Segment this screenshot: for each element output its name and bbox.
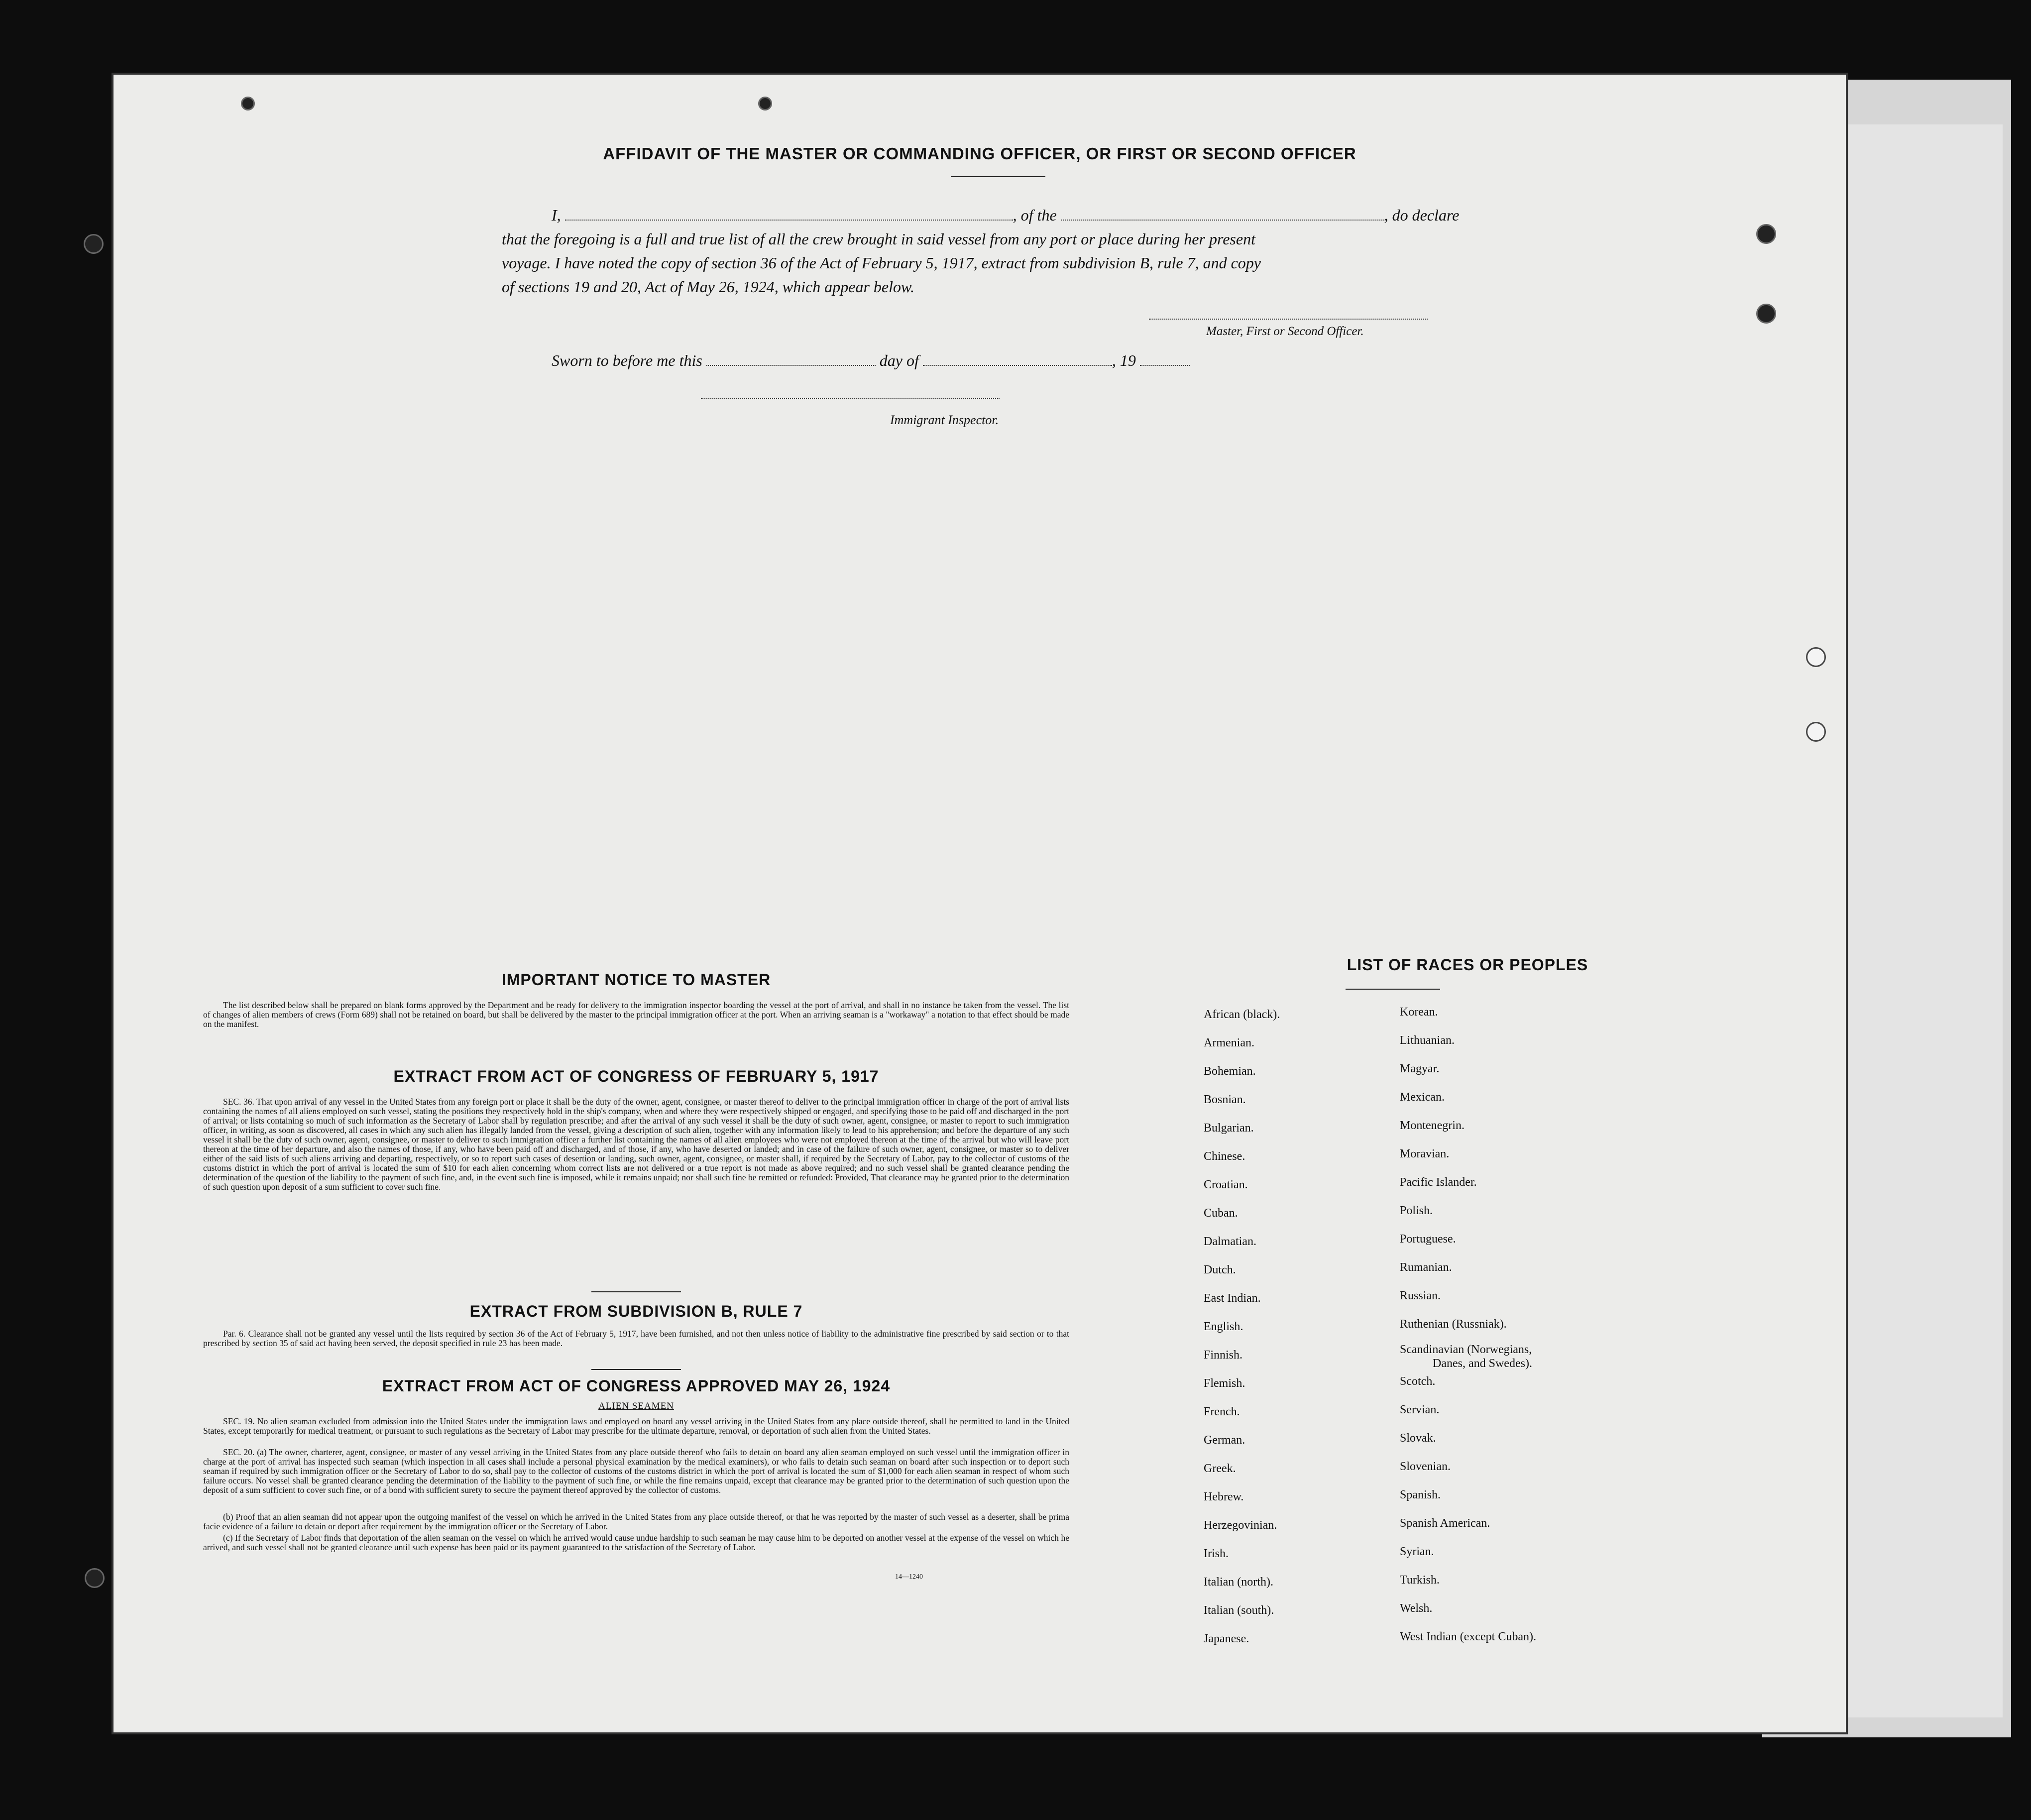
sec20c-text: (c) If the Secretary of Labor finds that deportation of the alien seaman on the vessel on which he arrived would cause undue hardship to such seaman he may cause him to be deported on another vessel at the expense of the vessel on which he arrived, and such vessel shall not be granted clearance until such expense has been paid or its payment guaranteed to the satisfaction of the Secretary of Labor.: [203, 1533, 1069, 1552]
punch-hole: [84, 234, 104, 254]
affidavit-i: I,: [552, 206, 561, 224]
race-col1-item: Greek.: [1204, 1462, 1236, 1475]
race-col1-item: Herzegovinian.: [1204, 1519, 1277, 1532]
affidavit-line1: [552, 203, 1587, 227]
alien-seamen-subtitle: ALIEN SEAMEN: [598, 1401, 674, 1411]
punch-hole: [758, 97, 772, 111]
sworn-text: Sworn to before me this: [552, 351, 702, 369]
race-col2-item: Servian.: [1400, 1403, 1440, 1416]
race-col1-item: Bohemian.: [1204, 1065, 1256, 1078]
sec19-text: SEC. 19. No alien seaman excluded from admission into the United States under the immigration laws and employed on board any vessel arriving in the United States from any place outside thereof, shall be permitted to land in the United States, except temporarily for medical treatment, or pursuant to such regulations as the Secretary of Labor may prescribe for the ultimate departure, removal, or deportation of such alien from the United States.: [203, 1416, 1069, 1436]
section-rule: [591, 1369, 681, 1370]
sec20a-text: SEC. 20. (a) The owner, charterer, agent, consignee, or master of any vessel arriving in the United States from any place outside thereof who fails to detain on board any alien seaman employed on such vessel until the immigration officer in charge at the port of arrival has inspected such seaman (which inspection in all cases shall include a personal physical examination by the medical examiners), or who fails to detain such seaman on board after such inspection or to deport such seaman if required by such immigration officer or the Secretary of Labor to do so, shall pay to the collector of customs of the customs district in which the port of arrival is located the sum of $1,000 for each alien seaman in respect of whom such failure occurs. No vessel shall be granted clearance pending the determination of the liability to the payment of such fine, or while the fine remains unpaid, except that clearance may be granted prior to the determination of such question upon the deposit of a sum sufficient to cover such fine, or of a bond with sufficient surety to secure the payment thereof approved by the collector of customs.: [203, 1447, 1069, 1495]
extract-1924-title: EXTRACT FROM ACT OF CONGRESS APPROVED MAY 26, 1924: [382, 1377, 891, 1395]
race-col1-item: Hebrew.: [1204, 1490, 1244, 1503]
race-col1-item: Japanese.: [1204, 1632, 1249, 1645]
race-col2-item: Turkish.: [1400, 1574, 1440, 1587]
affidavit-line3: voyage. I have noted the copy of section 36 of the Act of February 5, 1917, extract from subdivision B, rule 7, and copy: [502, 254, 1261, 272]
name-blank[interactable]: [565, 217, 1013, 221]
race-col1-item: Armenian.: [1204, 1036, 1254, 1049]
inspector-label: Immigrant Inspector.: [890, 413, 999, 427]
race-col1-item: Croatian.: [1204, 1178, 1248, 1191]
race-col2-item: Scandinavian (Norwegians,: [1400, 1343, 1532, 1356]
race-col1-item: Bosnian.: [1204, 1093, 1246, 1106]
race-col1-item: English.: [1204, 1320, 1243, 1333]
race-col1-item: Dalmatian.: [1204, 1235, 1256, 1248]
extract-1917-body: SEC. 36. That upon arrival of any vessel in the United States from any foreign port or place it shall be the duty of the owner, agent, consignee, or master thereof to deliver to the principal immigration officer in charge of the port of arrival lists containing the names of all aliens employed on such vessel, stating the positions they respectively hold in the ship's company, when and where they were respectively shipped or engaged, and specifying those to be paid off and discharged in the port of arrival; or lists containing so much of such information as the Secretary of Labor shall by regulation prescribe; and after the arrival of any such vessel it shall be the duty of such owner, agent, consignee, or master to report to such immigration officer, in writing, as soon as discovered, all cases in which any such alien has illegally landed from the vessel, giving a description of such alien, together with any information likely to lead to his apprehension; and before the departure of any such vessel it shall be the duty of such owner, agent, consignee, or master to deliver to such immigration officer a further list containing the names of all alien employees who were not employed thereon at the time of the arrival but who will leave port thereon at the time of her departure, and also the names of those, if any, who have been paid off and discharged, and of those, if any, who have deserted or landed; and in case of the failure of such owner, agent, consignee, or master so to deliver either of the said lists of such aliens arriving and departing, respectively, or so to report such cases of desertion or landing, such owner, agent, consignee, or master shall, if required by the Secretary of Labor, pay to the collector of customs of the customs district in which the port of arrival is located the sum of $10 for each alien concerning whom correct lists are not delivered or a true report is not made as above required; and no such vessel shall be granted clearance pending the determination of the question of the liability to the payment of such fine, and, in the event such fine is imposed, while it remains unpaid; nor shall such fine be remitted or refunded: Provided, That clearance may be granted prior to the determination of such question upon deposit of a sum sufficient to cover such fine.: [203, 1097, 1069, 1192]
race-col2-item: Montenegrin.: [1400, 1119, 1465, 1132]
punch-hole: [241, 97, 255, 111]
affidavit-line2: that the foregoing is a full and true list of all the crew brought in said vessel from any port or place during her present: [502, 230, 1255, 248]
race-col2-item: Russian.: [1400, 1289, 1441, 1302]
race-col2-item: Welsh.: [1400, 1602, 1433, 1615]
sec20b-text: (b) Proof that an alien seaman did not appear upon the outgoing manifest of the vessel on which he arrived in the United States from any place outside thereof, or that he was reported by the master of such vessel as a deserter, shall be prima facie evidence of a failure to detain or deport after requirement by the immigration officer or the Secretary of Labor.: [203, 1512, 1069, 1531]
race-col2-item: Rumanian.: [1400, 1261, 1452, 1274]
race-col2-item: Slovak.: [1400, 1432, 1436, 1445]
race-col2-item: Syrian.: [1400, 1545, 1434, 1558]
race-col1-item: East Indian.: [1204, 1292, 1261, 1305]
sworn-year-blank[interactable]: [1140, 362, 1190, 366]
affidavit-title: AFFIDAVIT OF THE MASTER OR COMMANDING OFFICER, OR FIRST OR SECOND OFFICER: [603, 144, 1356, 163]
race-col1-item: Chinese.: [1204, 1150, 1245, 1163]
title-rule: [951, 176, 1045, 177]
form-page: [113, 75, 1846, 1732]
race-col2-item: Magyar.: [1400, 1062, 1440, 1075]
race-col1-item: Dutch.: [1204, 1263, 1236, 1276]
notice-body: The list described below shall be prepared on blank forms approved by the Department and be ready for delivery to the immigration inspector boarding the vessel at the port of arrival, and shall in no instance be taken from the vessel. The list of changes of alien members of crews (Form 689) shall not be retained on board, but shall be delivered by the master to the principal immigration officer at the port. When an arriving seaman is a "workaway" a notation to that effect should be made on the manifest.: [203, 1000, 1069, 1029]
sworn-day-blank[interactable]: [706, 362, 876, 366]
race-col1-item: Finnish.: [1204, 1349, 1243, 1362]
affidavit-line4: of sections 19 and 20, Act of May 26, 1924, which appear below.: [502, 278, 914, 296]
vessel-blank[interactable]: [1061, 217, 1384, 221]
race-col1-item: African (black).: [1204, 1008, 1280, 1021]
race-col1-item: Bulgarian.: [1204, 1122, 1254, 1135]
race-col2-item: Lithuanian.: [1400, 1034, 1455, 1047]
subdivision-title: EXTRACT FROM SUBDIVISION B, RULE 7: [469, 1302, 803, 1320]
race-col2-item: West Indian (except Cuban).: [1400, 1630, 1536, 1643]
form-number: 14—1240: [895, 1573, 923, 1581]
race-col2-item: Polish.: [1400, 1204, 1433, 1217]
races-title: LIST OF RACES OR PEOPLES: [1347, 956, 1588, 974]
section-rule: [591, 1291, 681, 1292]
punch-hole: [85, 1568, 105, 1588]
extract-1917-title: EXTRACT FROM ACT OF CONGRESS OF FEBRUARY 5, 1917: [393, 1067, 879, 1085]
punch-hole: [1756, 224, 1776, 244]
punch-hole: [1806, 722, 1826, 742]
inspector-signature-line[interactable]: [701, 398, 1000, 399]
race-col2-item: Slovenian.: [1400, 1460, 1451, 1473]
race-col1-item: French.: [1204, 1405, 1240, 1418]
affidavit-of-the: , of the: [1013, 206, 1057, 224]
notice-title: IMPORTANT NOTICE TO MASTER: [501, 971, 771, 989]
affidavit-declare: , do declare: [1384, 206, 1460, 224]
race-col2-item: Mexican.: [1400, 1091, 1445, 1104]
sworn-day-of: day of: [879, 351, 919, 369]
sworn-month-blank[interactable]: [923, 362, 1112, 366]
master-label: Master, First or Second Officer.: [1206, 325, 1364, 338]
race-col2-item: Spanish.: [1400, 1488, 1441, 1501]
race-col2-item: Scotch.: [1400, 1375, 1436, 1388]
race-col1-item: Italian (north).: [1204, 1576, 1273, 1589]
race-col2-item: Korean.: [1400, 1006, 1438, 1019]
subdivision-body: Par. 6. Clearance shall not be granted any vessel until the lists required by section 36 of the Act of February 5, 1917, have been furnished, and not then unless notice of liability to the administrative fine prescribed by said section or to that prescribed by section 35 of said act having been served, the deposit specified in rule 23 has been made.: [203, 1329, 1069, 1348]
race-col2-item: Ruthenian (Russniak).: [1400, 1318, 1507, 1331]
race-col2-item: Portuguese.: [1400, 1233, 1456, 1246]
race-col1-item: Italian (south).: [1204, 1604, 1274, 1617]
race-col1-item: Cuban.: [1204, 1207, 1238, 1220]
punch-hole: [1806, 647, 1826, 667]
race-col2-continuation: Danes, and Swedes).: [1433, 1357, 1532, 1370]
race-col2-item: Moravian.: [1400, 1147, 1450, 1160]
race-col1-item: Flemish.: [1204, 1377, 1245, 1390]
race-col2-item: Pacific Islander.: [1400, 1176, 1477, 1189]
sworn-line: [552, 348, 1298, 372]
races-rule: [1346, 989, 1440, 990]
race-col2-item: Spanish American.: [1400, 1517, 1490, 1530]
punch-hole: [1756, 304, 1776, 324]
sworn-year: , 19: [1112, 351, 1136, 369]
race-col1-item: German.: [1204, 1434, 1245, 1447]
race-col1-item: Irish.: [1204, 1547, 1229, 1560]
